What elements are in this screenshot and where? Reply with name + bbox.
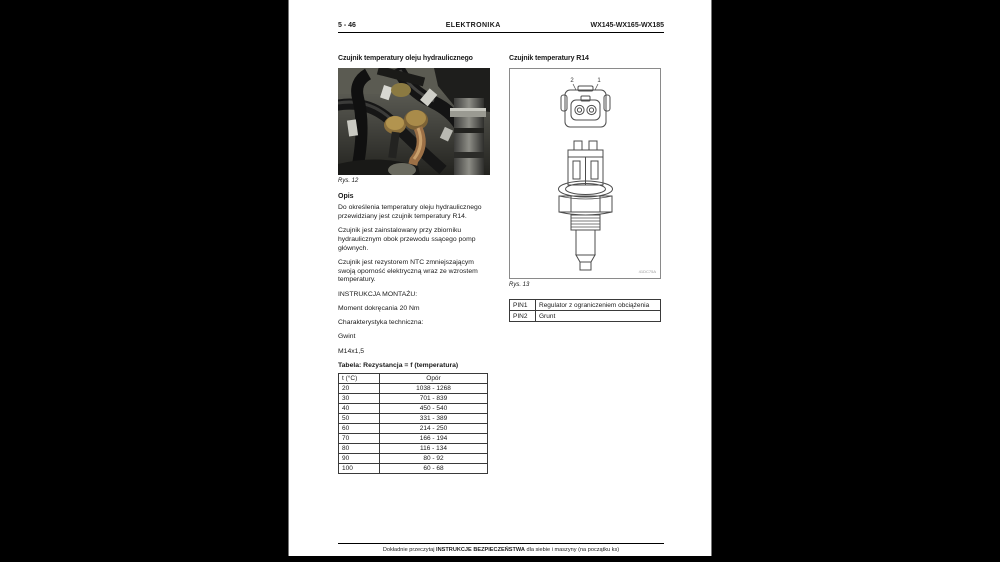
left-column [338, 55, 491, 474]
right-section-title: Czujnik temperatury R14 [509, 55, 589, 62]
table-cell: PIN2 [510, 311, 536, 322]
table-cell: 1038 - 1268 [380, 383, 488, 393]
page-header [338, 22, 664, 33]
table-cell: 60 - 68 [380, 463, 488, 473]
model-codes: WX145-WX165-WX185 [590, 22, 664, 29]
table-cell: Grunt [536, 311, 661, 322]
table-header-cell: Opór [380, 373, 488, 383]
table-row [510, 300, 661, 311]
table-cell: 80 - 92 [380, 453, 488, 463]
table-row [339, 433, 488, 443]
manual-page [288, 0, 712, 556]
table-cell: 20 [339, 383, 380, 393]
right-column [509, 55, 663, 322]
torque-line: Moment dokręcania 20 Nm [338, 305, 420, 313]
table-cell: 50 [339, 413, 380, 423]
table-row [339, 423, 488, 433]
table-header-cell: t (°C) [339, 373, 380, 383]
figure-caption-12: Rys. 12 [338, 178, 359, 184]
section-title: ELEKTRONIKA [445, 22, 501, 29]
opis-heading: Opis [338, 193, 354, 200]
r14-sensor-line-drawing [510, 69, 660, 278]
footer-text-suffix: dla siebie i maszyny (na początku ks) [524, 546, 620, 553]
table-row [339, 393, 488, 403]
table-cell: 70 [339, 433, 380, 443]
figure-caption-13: Rys. 13 [509, 282, 530, 288]
sensor-photo [338, 68, 490, 175]
figure-code: 41DC75A [638, 269, 656, 274]
resistance-table [338, 373, 488, 474]
resistance-table-title: Tabela: Rezystancja = f (temperatura) [338, 361, 459, 369]
left-section-title: Czujnik temperatury oleju hydraulicznego [338, 55, 473, 62]
table-cell: 214 - 250 [380, 423, 488, 433]
paragraph-2: Czujnik jest zainstalowany przy zbiorniku hydraulicznym obok przewodu ssącego pomp głównych. [338, 227, 476, 252]
table-row [339, 453, 488, 463]
page-number: 5 - 46 [338, 22, 356, 29]
engine-bay-photo-illustration [338, 68, 490, 175]
table-row [339, 463, 488, 473]
table-row [339, 443, 488, 453]
thread-label: Gwint [338, 333, 356, 341]
table-header-row [339, 373, 488, 383]
table-cell: 40 [339, 403, 380, 413]
paragraph-1: Do określenia temperatury oleju hydraulicznego przewidziany jest czujnik temperatury R14. [338, 204, 482, 220]
pin-label-2: 2 [570, 78, 574, 84]
table-row [510, 311, 661, 322]
footer-text-prefix: Dokładnie przeczytaj [382, 546, 437, 553]
table-cell: 116 - 134 [380, 443, 488, 453]
table-row [339, 403, 488, 413]
table-cell: PIN1 [510, 300, 536, 311]
pin-assignment-table [509, 299, 661, 322]
thread-size: M14x1,5 [338, 347, 365, 355]
table-cell: 30 [339, 393, 380, 403]
table-cell: 701 - 839 [380, 393, 488, 403]
table-cell: 166 - 194 [380, 433, 488, 443]
characteristics-line: Charakterystyka techniczna: [338, 319, 424, 327]
table-row [339, 383, 488, 393]
paragraph-3: Czujnik jest rezystorem NTC zmniejszającym swoją oporność elektryczną wraz ze wzrostem temperatury. [338, 259, 478, 284]
table-cell: 331 - 389 [380, 413, 488, 423]
instrukcja-heading: INSTRUKCJA MONTAŻU: [338, 291, 418, 298]
sensor-diagram [509, 68, 661, 279]
table-cell: 80 [339, 443, 380, 453]
table-cell: Regulator z ograniczeniem obciążenia [536, 300, 661, 311]
table-cell: 450 - 540 [380, 403, 488, 413]
table-row [339, 413, 488, 423]
table-cell: 100 [339, 463, 380, 473]
table-cell: 90 [339, 453, 380, 463]
pin-label-1: 1 [597, 78, 601, 84]
page-footer [338, 543, 664, 553]
table-cell: 60 [339, 423, 380, 433]
footer-text-bold: INSTRUKCJE BEZPIECZEŃSTWA [436, 546, 525, 553]
